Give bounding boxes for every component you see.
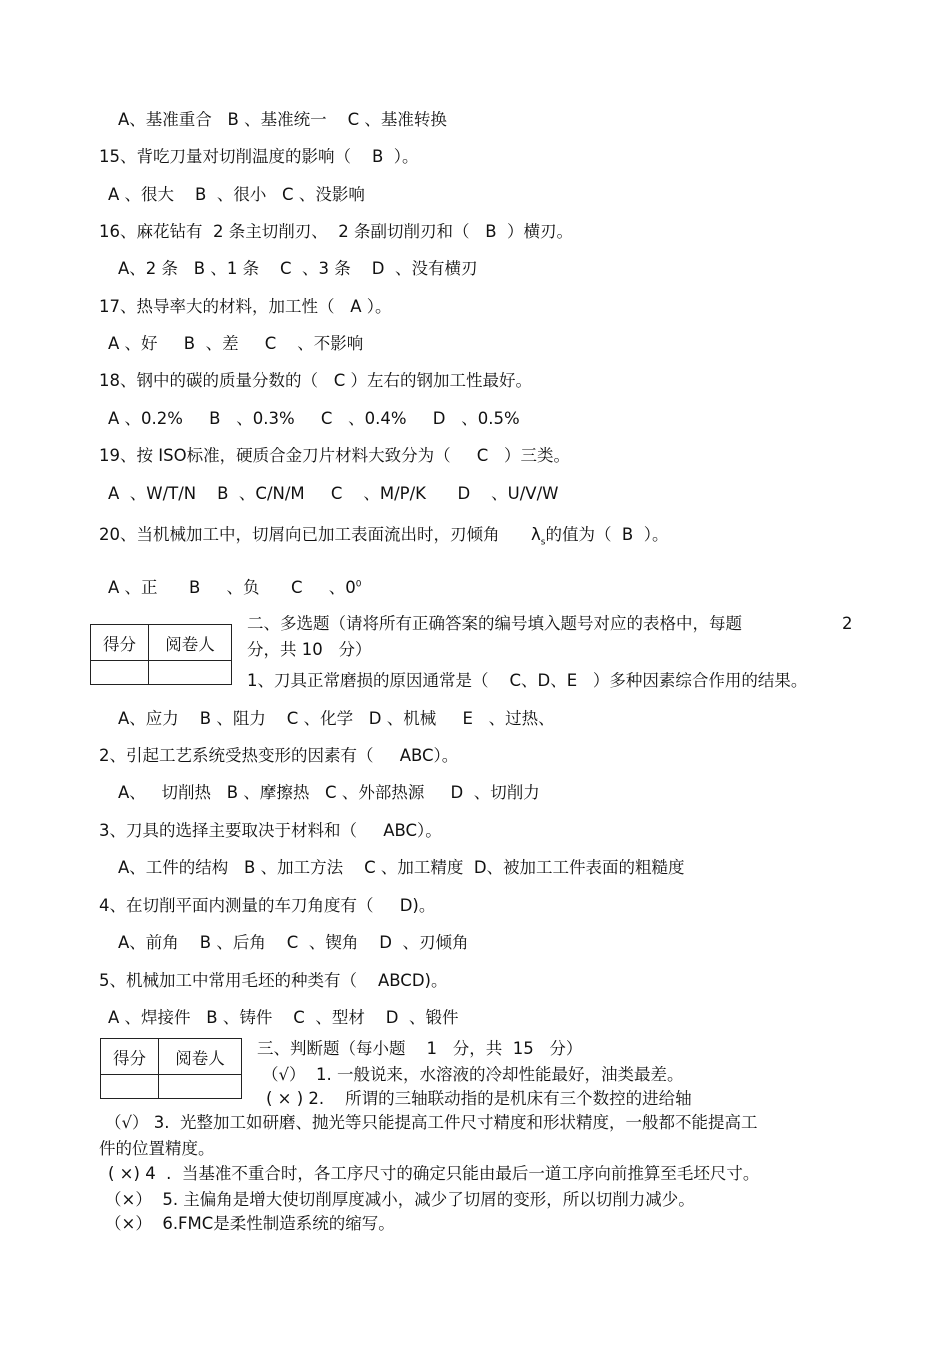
judge-item-4: ( ×) 4 . 当基准不重合时，各工序尺寸的确定只能由最后一道工序向前推算至毛坯尺寸。: [108, 1164, 760, 1183]
multi-question-2: 2、引起工艺系统受热变形的因素有（ ABC）。: [99, 746, 459, 765]
score-value-cell[interactable]: [91, 661, 149, 685]
section2-score-table: [90, 624, 232, 685]
judge-item-6: （×） 6.FMC是柔性制造系统的缩写。: [105, 1214, 395, 1233]
judge-item-2: ( × ) 2. 所谓的三轴联动指的是机床有三个数控的进给轴: [266, 1089, 692, 1108]
multi-question-4: 4、在切削平面内测量的车刀角度有（ D)。: [99, 896, 436, 915]
question-20: [99, 527, 669, 547]
multi-question-5: 5、机械加工中常用毛坯的种类有（ ABCD)。: [99, 971, 448, 990]
question-19: 19、按 ISO标准，硬质合金刀片材料大致分为（ C ）三类。: [99, 446, 571, 465]
q20-options-text: A 、正 B 、负 C 、0: [108, 578, 356, 597]
grader-value-cell[interactable]: [159, 1075, 242, 1099]
q17-options: A 、好 B 、差 C 、不影响: [108, 334, 364, 353]
question-15: 15、背吃刀量对切削温度的影响（ B ）。: [99, 147, 419, 166]
q14-options: A、基准重合 B 、基准统一 C 、基准转换: [118, 110, 447, 129]
judge-item-5: （×） 5. 主偏角是增大使切削厚度减小，减少了切屑的变形，所以切削力减少。: [105, 1190, 695, 1209]
multi-question-3: 3、刀具的选择主要取决于材料和（ ABC）。: [99, 821, 442, 840]
section3-heading: 三、判断题（每小题 1 分，共 15 分）: [257, 1039, 583, 1058]
q20-text-before: 20、当机械加工中，切屑向已加工表面流出时，刃倾角 λ: [99, 525, 541, 544]
section2-heading: 二、多选题（请将所有正确答案的编号填入题号对应的表格中，每题: [247, 614, 742, 633]
judge-item-3-continued: 件的位置精度。: [99, 1139, 215, 1158]
score-header-cell: 得分: [91, 625, 149, 661]
q16-options: A、2 条 B 、1 条 C 、3 条 D 、没有横刃: [118, 259, 478, 278]
multi-question-1: 1、刀具正常磨损的原因通常是（ C、D、E ）多种因素综合作用的结果。: [247, 671, 808, 690]
section2-heading-points: 2: [842, 614, 853, 633]
q20-text-after: 的值为（ B ）。: [545, 525, 669, 544]
section2-heading-line2: 分，共 10 分）: [247, 640, 372, 659]
q20-degree-superscript: 0: [355, 579, 362, 590]
q15-options: A 、很大 B 、很小 C 、没影响: [108, 185, 365, 204]
question-18: 18、钢中的碳的质量分数的（ C ）左右的钢加工性最好。: [99, 371, 532, 390]
score-header-cell: 得分: [101, 1039, 159, 1075]
q18-options: A 、0.2% B 、0.3% C 、0.4% D 、0.5%: [108, 409, 520, 428]
judge-item-3: （√） 3. 光整加工如研磨、抛光等只能提高工件尺寸精度和形状精度，一般都不能提高工: [105, 1113, 758, 1132]
q20-lambda-subscript: s: [540, 537, 546, 548]
grader-header-cell: 阅卷人: [159, 1039, 242, 1075]
multi-q5-options: A 、焊接件 B 、铸件 C 、型材 D 、锻件: [108, 1008, 459, 1027]
multi-q3-options: A、工件的结构 B 、加工方法 C 、加工精度 D、被加工工件表面的粗糙度: [118, 858, 685, 877]
section3-score-table: [100, 1038, 242, 1099]
multi-q2-options: A、 切削热 B 、摩擦热 C 、外部热源 D 、切削力: [118, 783, 540, 802]
question-16: 16、麻花钻有 2 条主切削刃、 2 条副切削刃和（ B ）横刃。: [99, 222, 574, 241]
judge-item-1: （√） 1. 一般说来，水溶液的冷却性能最好，油类最差。: [262, 1065, 684, 1084]
q19-options: A 、W/T/N B 、C/N/M C 、M/P/K D 、U/V/W: [108, 484, 559, 503]
score-value-cell[interactable]: [101, 1075, 159, 1099]
q20-options: [108, 580, 362, 597]
grader-header-cell: 阅卷人: [149, 625, 232, 661]
grader-value-cell[interactable]: [149, 661, 232, 685]
question-17: 17、热导率大的材料，加工性（ A ）。: [99, 297, 392, 316]
multi-q1-options: A、应力 B 、阻力 C 、化学 D 、机械 E 、过热、: [118, 709, 555, 728]
multi-q4-options: A、前角 B 、后角 C 、锲角 D 、刃倾角: [118, 933, 469, 952]
